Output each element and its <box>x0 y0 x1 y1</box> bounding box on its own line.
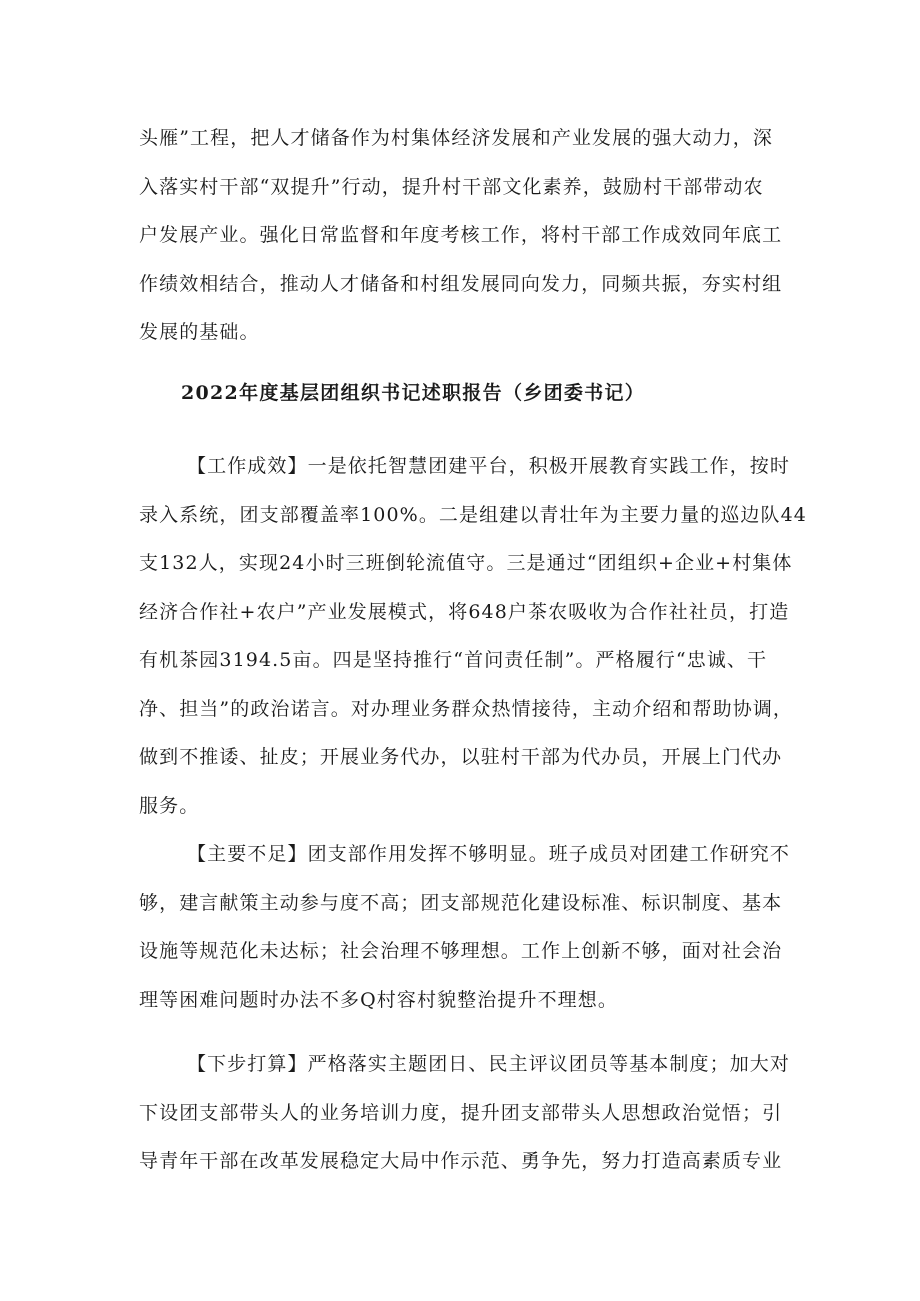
text-line: 够，建言献策主动参与度不高；团支部规范化建设标准、标识制度、基本 <box>139 891 783 914</box>
text-line: 头雁”工程，把人才储备作为村集体经济发展和产业发展的强大动力，深 <box>139 127 773 149</box>
intro-paragraph <box>139 114 789 357</box>
text-fragment: 一是依托智慧团建平台，积极开展教育实践工作，按时 <box>307 455 791 477</box>
text-line: 服务。 <box>139 794 200 817</box>
text-line: 设施等规范化未达标；社会治理不够理想。工作上创新不够，面对社会治 <box>139 940 783 962</box>
text-line: 户发展产业。强化日常监督和年度考核工作，将村干部工作成效同年底工 <box>139 224 783 246</box>
text-line <box>139 1040 789 1089</box>
text-line: 经济合作社+农户”产业发展模式，将648户茶农吸收为合作社社员，打造 <box>139 600 790 623</box>
text-line: 入落实村干部“双提升”行动，提升村干部文化素养，鼓励村干部带动农 <box>139 175 764 198</box>
section-label: 【工作成效】 <box>187 455 308 477</box>
text-line: 作绩效相结合，推动人才储备和村组发展同向发力，同频共振，夯实村组 <box>139 272 783 295</box>
text-line: 导青年干部在改革发展稳定大局中作示范、勇争先，努力打造高素质专业 <box>139 1150 783 1172</box>
section-label: 【下步打算】 <box>187 1053 308 1075</box>
section-next-steps <box>139 1040 789 1186</box>
section-label: 【主要不足】 <box>187 843 308 865</box>
text-line <box>139 830 789 879</box>
section-shortcomings <box>139 830 789 1024</box>
text-line: 有机茶园3194.5亩。四是坚持推行“首问责任制”。严格履行“忠诚、干 <box>139 649 768 671</box>
text-line: 理等困难问题时办法不多Q村容村貌整治提升不理想。 <box>139 988 618 1011</box>
text-line <box>139 442 789 491</box>
text-line: 下设团支部带头人的业务培训力度，提升团支部带头人思想政治觉悟；引 <box>139 1101 783 1124</box>
text-line: 支132人，实现24小时三班倒轮流值守。三是通过“团组织+企业+村集体 <box>139 552 793 574</box>
text-line: 净、担当”的政治诺言。对办理业务群众热情接待，主动介绍和帮助协调， <box>139 697 794 720</box>
report-title: 2022年度基层团组织书记述职报告（乡团委书记） <box>181 382 646 404</box>
text-fragment: 团支部作用发挥不够明显。班子成员对团建工作研究不 <box>307 843 791 865</box>
section-work-results <box>139 442 807 830</box>
text-fragment: 严格落实主题团日、民主评议团员等基本制度；加大对 <box>307 1053 791 1075</box>
text-line: 做到不推诿、扯皮；开展业务代办，以驻村干部为代办员，开展上门代办 <box>139 746 783 768</box>
text-line: 录入系统，团支部覆盖率100%。二是组建以青壮年为主要力量的巡边队44 <box>139 503 807 526</box>
text-line: 发展的基础。 <box>139 321 260 343</box>
